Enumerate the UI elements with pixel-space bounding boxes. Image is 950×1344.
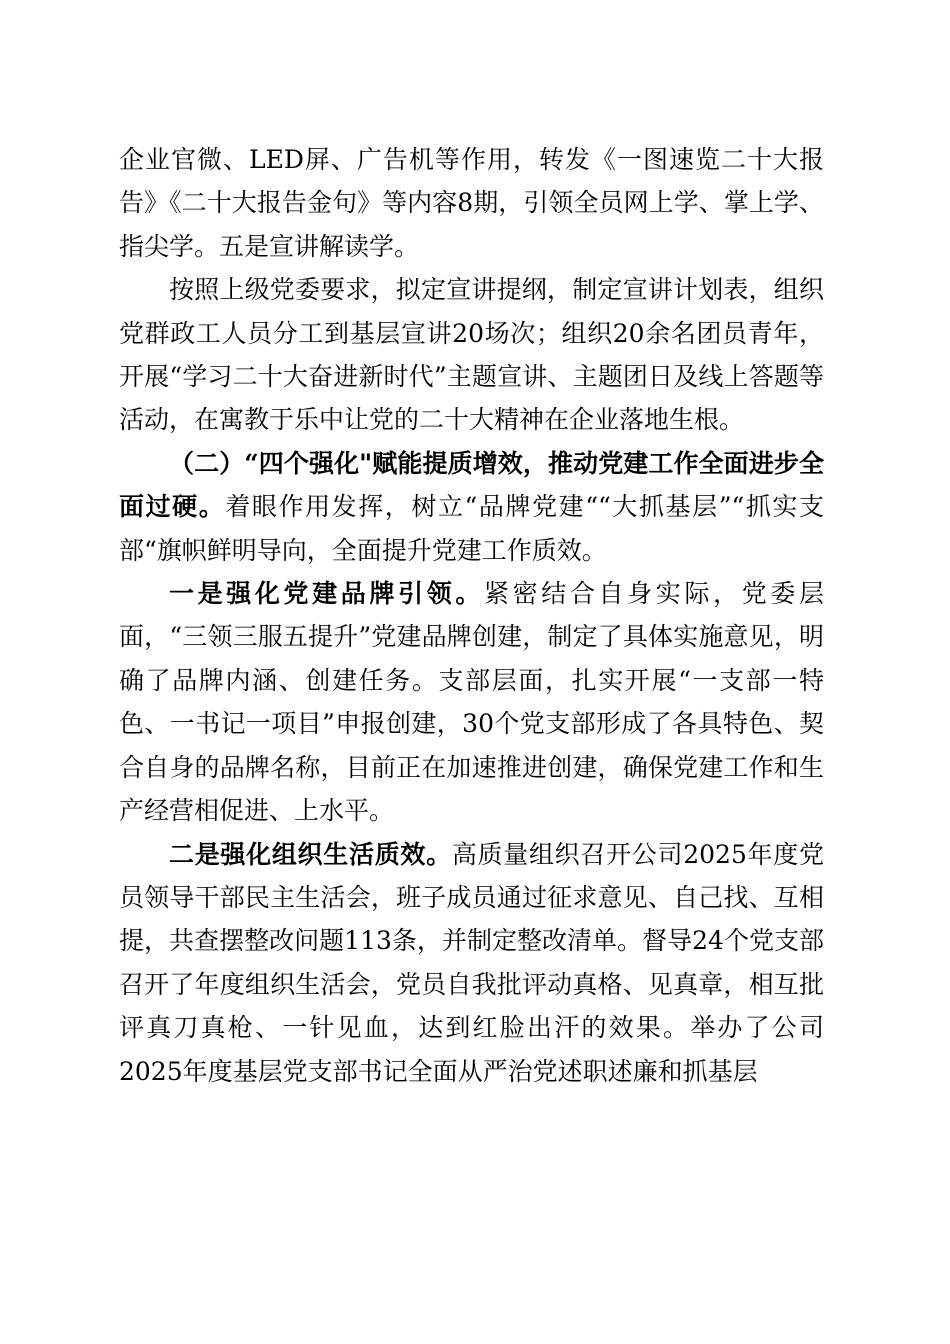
point-one-heading: 一是强化党建品牌引领。	[169, 579, 484, 609]
paragraph-2-text: 按照上级党委要求，拟定宣讲提纲，制定宣讲计划表，组织党群政工人员分工到基层宣讲20场次；组织20余名团员青年，开展“学习二十大奋进新时代”主题宣讲、主题团日及线上答题等活动，在寓教于乐中让党的二十大精神在企业落地生根。	[119, 275, 824, 435]
paragraph-1-text: 企业官微、LED屏、广告机等作用，转发《一图速览二十大报告》《二十大报告金句》等内容8期，引领全员网上学、掌上学、指尖学。五是宣讲解读学。	[119, 145, 824, 261]
paragraph-4-text: 紧密结合自身实际，党委层面，“三领三服五提升”党建品牌创建，制定了具体实施意见，明确了品牌内涵、创建任务。支部层面，扎实开展“一支部一特色、一书记一项目”申报创建，30个党支部形成了各具特色、契合自身的品牌名称，目前正在加速推进创建，确保党建工作和生产经营相促进、上水平。	[119, 579, 824, 826]
document-body	[119, 138, 824, 1093]
paragraph-2	[119, 268, 824, 442]
paragraph-1	[119, 138, 824, 268]
section-heading-two: （二）“四个强化"赋能提质增效，推动党建工作全面进步全面过硬。	[119, 448, 824, 522]
paragraph-3-text: 着眼作用发挥，树立“品牌党建““大抓基层”“抓实支部“旗帜鲜明导向，全面提升党建工作质效。	[119, 492, 824, 565]
paragraph-5	[119, 833, 824, 1093]
point-two-heading: 二是强化组织生活质效。	[169, 839, 452, 869]
paragraph-4	[119, 572, 824, 832]
paragraph-5-text: 高质量组织召开公司2025年度党员领导干部民主生活会，班子成员通过征求意见、自己找、互相提，共查摆整改问题113条，并制定整改清单。督导24个党支部召开了年度组织生活会，党员自我批评动真格、见真章，相互批评真刀真枪、一针见血，达到红脸出汗的效果。举办了公司2025年度基层党支部书记全面从严治党述职述廉和抓基层	[119, 839, 824, 1086]
paragraph-3	[119, 442, 824, 572]
